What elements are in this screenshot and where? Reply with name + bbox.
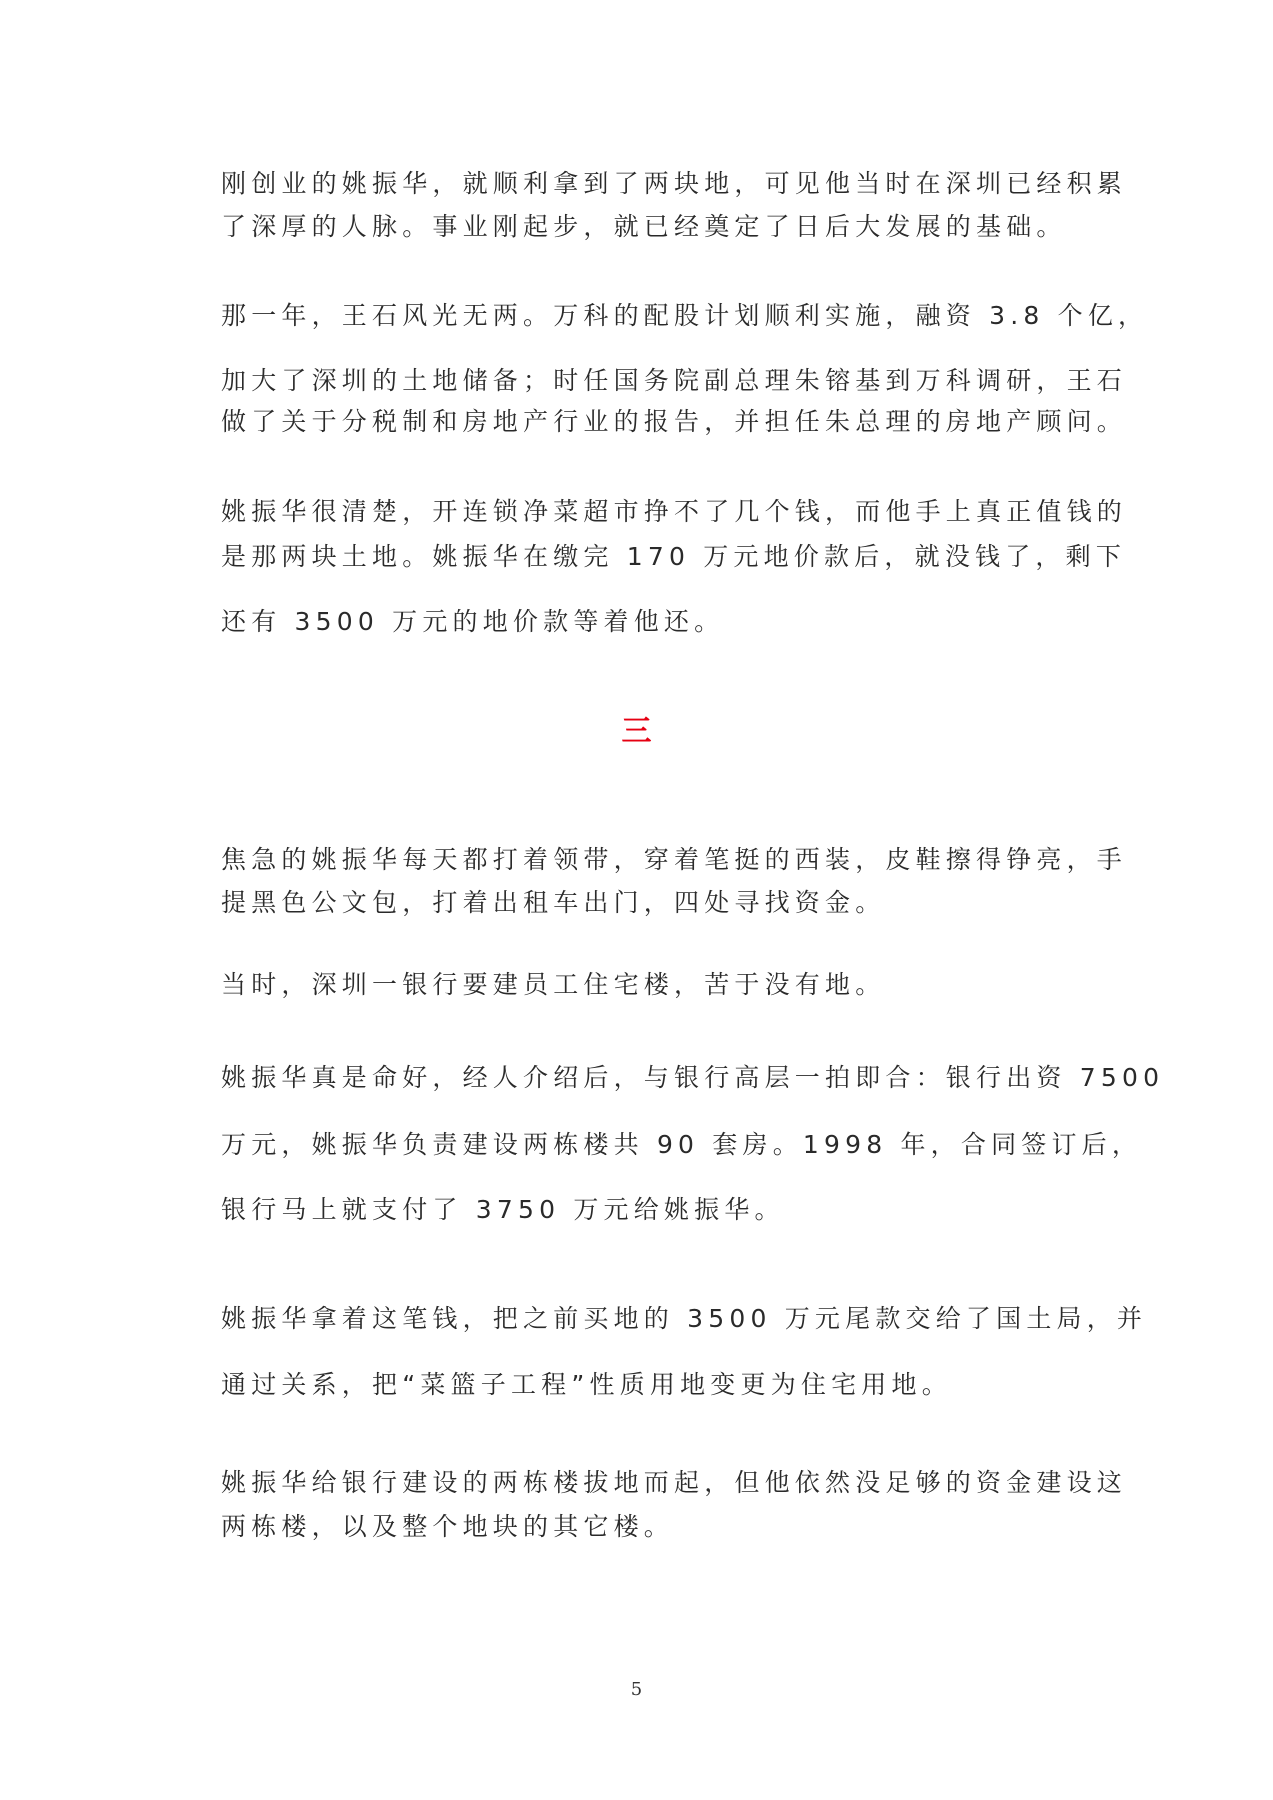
paragraph-4-line-2: 提黑色公文包，打着出租车出门，四处寻找资金。	[221, 888, 886, 917]
paragraph-6-line-3: 银行马上就支付了 3750 万元给姚振华。	[221, 1195, 785, 1224]
paragraph-7-line-2: 通过关系，把“菜篮子工程”性质用地变更为住宅用地。	[221, 1370, 952, 1399]
paragraph-7-line-1: 姚振华拿着这笔钱，把之前买地的 3500 万元尾款交给了国土局，并	[221, 1304, 1148, 1333]
section-heading: 三	[621, 714, 652, 749]
paragraph-6-line-2: 万元，姚振华负责建设两栋楼共 90 套房。1998 年，合同签订后，	[221, 1130, 1143, 1159]
paragraph-1-line-2: 了深厚的人脉。事业刚起步，就已经奠定了日后大发展的基础。	[221, 212, 1067, 241]
paragraph-8-line-1: 姚振华给银行建设的两栋楼拔地而起，但他依然没足够的资金建设这	[221, 1468, 1128, 1497]
paragraph-6-line-1: 姚振华真是命好，经人介绍后，与银行高层一拍即合：银行出资 7500	[221, 1063, 1165, 1092]
paragraph-5-line-1: 当时，深圳一银行要建员工住宅楼，苦于没有地。	[221, 970, 886, 999]
paragraph-8-line-2: 两栋楼，以及整个地块的其它楼。	[221, 1512, 675, 1541]
paragraph-1-line-1: 刚创业的姚振华，就顺利拿到了两块地，可见他当时在深圳已经积累	[221, 169, 1128, 198]
paragraph-3-line-3: 还有 3500 万元的地价款等着他还。	[221, 607, 725, 636]
paragraph-3-line-2: 是那两块土地。姚振华在缴完 170 万元地价款后，就没钱了，剩下	[221, 542, 1127, 571]
paragraph-3-line-1: 姚振华很清楚，开连锁净菜超市挣不了几个钱，而他手上真正值钱的	[221, 497, 1128, 526]
paragraph-2-line-3: 做了关于分税制和房地产行业的报告，并担任朱总理的房地产顾问。	[221, 407, 1128, 436]
paragraph-4-line-1: 焦急的姚振华每天都打着领带，穿着笔挺的西装，皮鞋擦得铮亮，手	[221, 845, 1128, 874]
page-number: 5	[630, 1679, 643, 1700]
paragraph-2-line-2: 加大了深圳的土地储备；时任国务院副总理朱镕基到万科调研，王石	[221, 366, 1128, 395]
paragraph-2-line-1: 那一年，王石风光无两。万科的配股计划顺利实施，融资 3.8 个亿，	[221, 301, 1149, 330]
